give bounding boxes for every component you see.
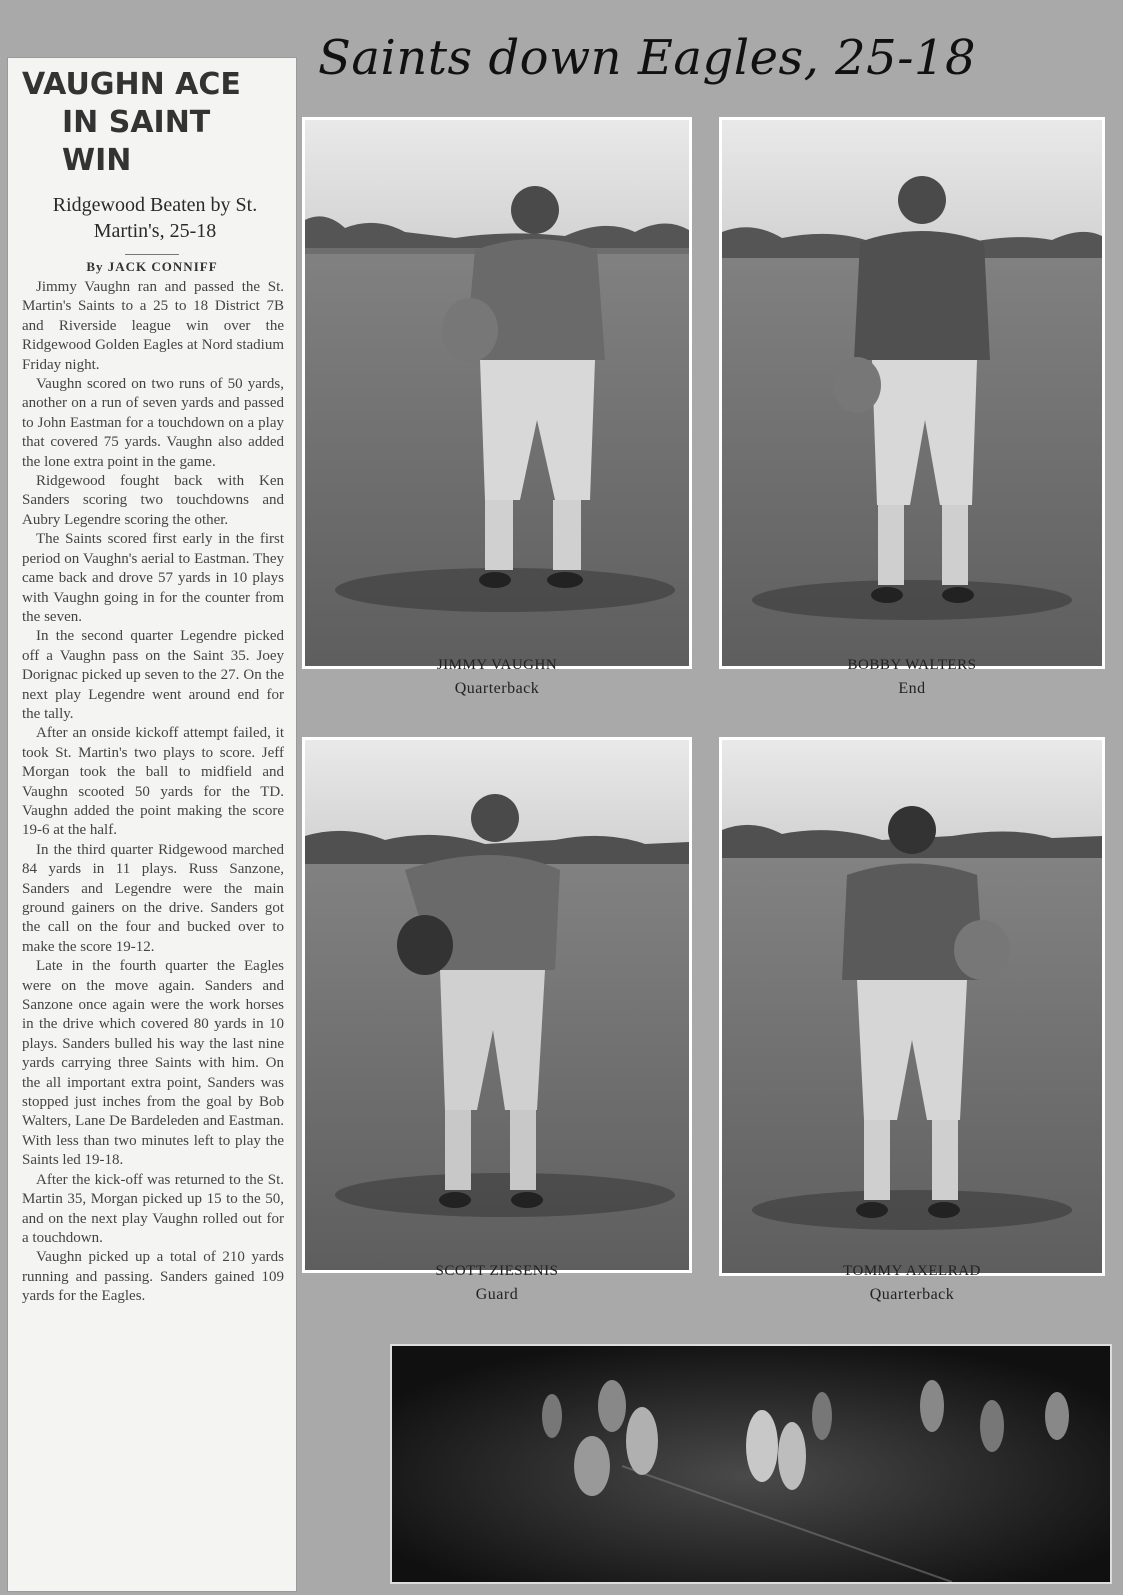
player-name: TOMMY AXELRAD — [843, 1263, 981, 1279]
player-photo-vaughn — [302, 117, 692, 669]
player-photo-ziesenis — [302, 737, 692, 1273]
player-photo-axelrad — [719, 737, 1105, 1276]
article-paragraph: Vaughn scored on two runs of 50 yards, another on a run of seven yards and passed to John Eastman for a touchdown on a play that covered 75 yards. Vaughn also added the lone extra point in the game. — [22, 376, 284, 470]
player-photo-walters — [719, 117, 1105, 669]
newspaper-clipping — [8, 58, 296, 1591]
headline-line-1: VAUGHN ACE — [22, 67, 241, 102]
article-byline: By JACK CONNIFF — [86, 259, 218, 274]
player-position: Quarterback — [869, 1286, 955, 1303]
caption-vaughn — [302, 657, 692, 698]
player-position: Guard — [475, 1286, 519, 1303]
player-name: JIMMY VAUGHN — [436, 657, 558, 673]
article-body — [22, 278, 284, 1307]
player-name: BOBBY WALTERS — [847, 657, 977, 673]
article-paragraph: Jimmy Vaughn ran and passed the St. Martin's Saints to a 25 to 18 District 7B and Riverside league win over the Ridgewood Golden Eagles at Nord stadium Friday night. — [22, 279, 284, 373]
player-position: Quarterback — [454, 680, 540, 697]
player-position: End — [898, 680, 926, 697]
article-paragraph: After an onside kickoff attempt failed, it took St. Martin's two plays to score. Jeff Morgan took the ball to midfield and Vaughn scooted 50 yards for the TD. Vaughn added the point making the score 19-6 at the half. — [22, 725, 284, 839]
divider — [125, 254, 179, 255]
headline-line-2: IN SAINT WIN — [62, 105, 211, 178]
article-paragraph: Vaughn picked up a total of 210 yards running and passing. Sanders gained 109 yards for the Eagles. — [22, 1249, 284, 1305]
caption-walters — [719, 657, 1105, 698]
page-title: Saints down Eagles, 25-18 — [318, 30, 976, 86]
article-paragraph: In the third quarter Ridgewood marched 84 yards in 11 plays. Russ Sanzone, Sanders and Legendre were the main ground gainers on the drive. Sanders got the call on the four and bucked over to make the score 19-12. — [22, 841, 284, 955]
article-paragraph: Late in the fourth quarter the Eagles were on the move again. Sanders and Sanzone once again were the work horses in the drive which covered 80 yards in 10 plays. Sanders bulled his way the last nine yards carrying three Saints with him. On the all important extra point, Sanders was stopped just inches from the goal by Bob Walters, Lane De Bardeleden and Eastman. With less than two minutes left to play the Saints led 19-18. — [22, 958, 284, 1169]
article-paragraph: After the kick-off was returned to the St. Martin 35, Morgan picked up 15 to the 50, and on the next play Vaughn rolled out for a touchdown. — [22, 1171, 284, 1246]
caption-ziesenis — [302, 1263, 692, 1304]
caption-axelrad — [719, 1263, 1105, 1304]
game-action-photo — [390, 1344, 1112, 1584]
article-paragraph: In the second quarter Legendre picked off a Vaughn pass on the Saint 35. Joey Dorignac picked up seven to the 27. On the next play Legendre went around end for the tally. — [22, 628, 284, 722]
article-paragraph: Ridgewood fought back with Ken Sanders scoring two touchdowns and Aubry Legendre scoring the other. — [22, 473, 284, 528]
article-subheadline: Ridgewood Beaten by St. Martin's, 25-18 — [52, 194, 258, 242]
article-paragraph: The Saints scored first early in the first period on Vaughn's aerial to Eastman. They came back and drove 57 yards in 10 plays with Vaughn going in for the counter from the seven. — [22, 531, 284, 625]
article-headline — [8, 66, 296, 180]
player-name: SCOTT ZIESENIS — [435, 1263, 559, 1279]
